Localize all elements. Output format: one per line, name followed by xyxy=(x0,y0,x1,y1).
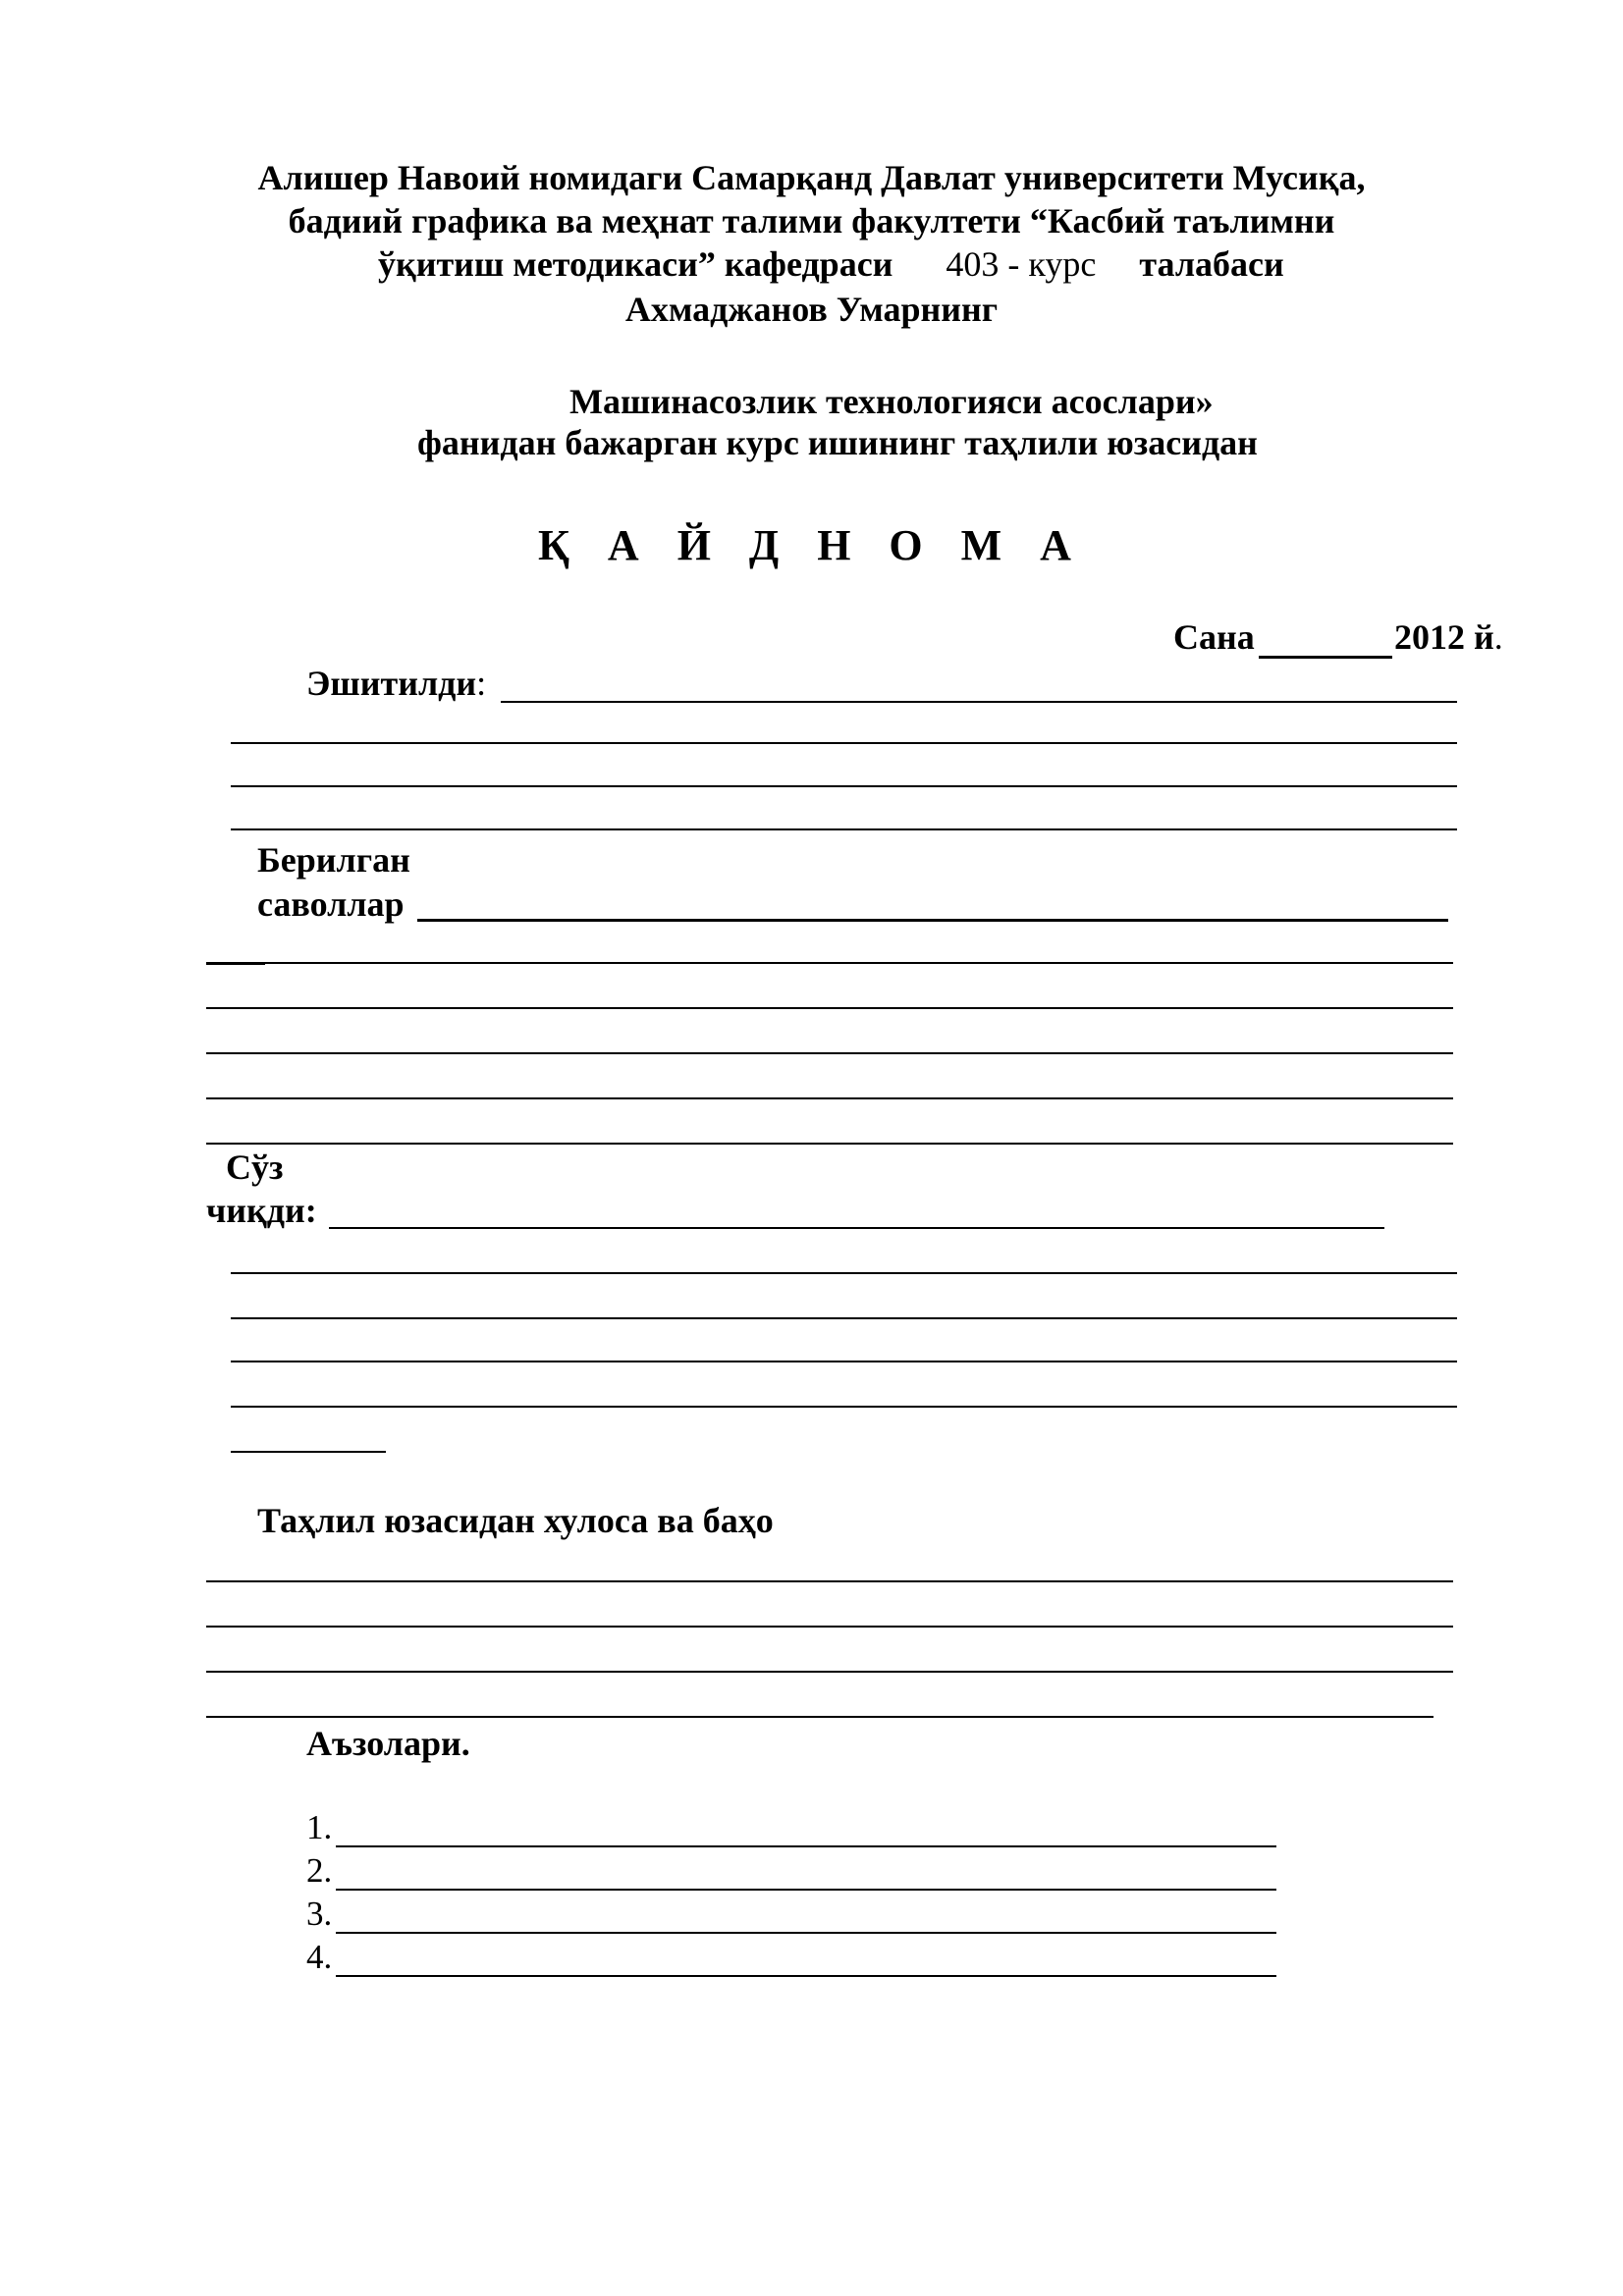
member-line-4 xyxy=(336,1975,1276,1977)
member-line-3 xyxy=(336,1932,1276,1934)
member-number-2: 2. xyxy=(306,1851,333,1890)
spoke-line-5 xyxy=(231,1406,1457,1408)
subject-line-2: фанидан бажарган курс ишининг таҳлили юзасидан xyxy=(417,423,1258,462)
questions-line-6 xyxy=(206,1143,1453,1145)
spoke-label-1: Сўз xyxy=(226,1148,284,1187)
questions-label-1: Берилган xyxy=(257,840,410,880)
conclusion-line-4 xyxy=(206,1716,1434,1718)
member-line-2 xyxy=(336,1889,1276,1891)
heard-line-2 xyxy=(231,742,1457,744)
heard-line-4 xyxy=(231,828,1457,830)
spoke-line-3 xyxy=(231,1317,1457,1319)
questions-line-3 xyxy=(206,1007,1453,1009)
student-name: Ахмаджанов Умарнинг xyxy=(624,290,999,329)
conclusion-label: Таҳлил юзасидан хулоса ва баҳо xyxy=(257,1501,774,1540)
date-label: Сана xyxy=(1173,617,1255,657)
questions-line-4 xyxy=(206,1052,1453,1054)
conclusion-line-1 xyxy=(206,1580,1453,1582)
questions-line-5 xyxy=(206,1097,1453,1099)
member-number-4: 4. xyxy=(306,1938,333,1976)
heard-line-1 xyxy=(501,701,1457,703)
conclusion-line-3 xyxy=(206,1671,1453,1673)
header-line-2: бадиий графика ва меҳнат талими факултети “Касбий таълимни xyxy=(288,201,1335,240)
spoke-line-4 xyxy=(231,1361,1457,1362)
header-line-3 xyxy=(378,243,1284,285)
date-blank-line xyxy=(1259,656,1392,659)
heard-line-3 xyxy=(231,785,1457,787)
header-line-3-course: 403 - курс xyxy=(946,244,1097,284)
spoke-short-line xyxy=(231,1451,386,1453)
questions-label-2: саволлар xyxy=(257,884,405,924)
member-number-3: 3. xyxy=(306,1895,333,1933)
member-number-1: 1. xyxy=(306,1808,333,1846)
subject-line-1: Машинасозлик технологияси асослари» xyxy=(569,382,1214,421)
heard-label: Эшитилди: xyxy=(306,664,487,703)
spoke-label-2: чиқди: xyxy=(206,1191,317,1230)
header-line-3-department: ўқитиш методикаси” кафедраси xyxy=(378,244,893,284)
date-year: 2012 й. xyxy=(1394,617,1503,657)
questions-line-2 xyxy=(265,962,1453,964)
document-title: Қ А Й Д Н О М А xyxy=(538,521,1085,569)
header-line-3-student: талабаси xyxy=(1139,244,1284,284)
spoke-line-2 xyxy=(231,1272,1457,1274)
members-label: Аъзолари. xyxy=(306,1724,470,1763)
questions-short-line xyxy=(206,962,265,965)
spoke-line-1 xyxy=(329,1227,1384,1229)
questions-line-1 xyxy=(417,919,1448,922)
header-line-1: Алишер Навоий номидаги Самарқанд Давлат университети Мусиқа, xyxy=(257,158,1366,197)
conclusion-line-2 xyxy=(206,1626,1453,1628)
member-line-1 xyxy=(336,1845,1276,1847)
